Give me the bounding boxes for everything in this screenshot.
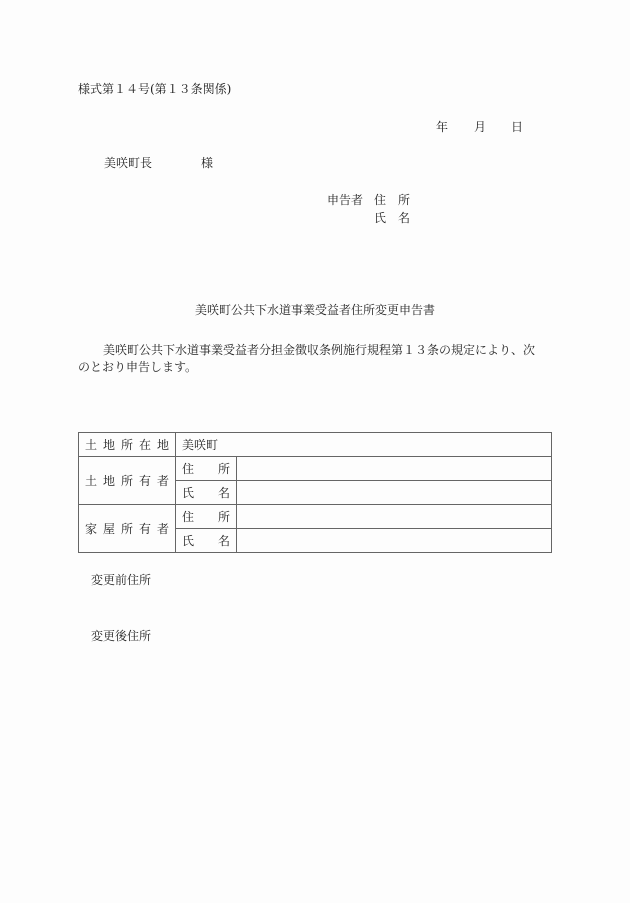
land-owner-name-label: 氏名 — [176, 481, 237, 505]
house-owner-name-label: 氏名 — [176, 529, 237, 553]
applicant-label: 申告者 — [327, 193, 364, 207]
date-month-label: 月 — [474, 120, 487, 134]
body-text-line2: のとおり申告します。 — [78, 360, 198, 374]
house-owner-address-label: 住所 — [176, 505, 237, 529]
address-before-label: 変更前住所 — [91, 573, 152, 587]
owner-info-table — [78, 432, 552, 553]
table-row-land-location — [79, 433, 552, 457]
date-year-label: 年 — [436, 120, 449, 134]
body-text-line1: 美咲町公共下水道事業受益者分担金徴収条例施行規程第１３条の規定により、次 — [103, 343, 536, 357]
form-number: 様式第１４号(第１３条関係) — [78, 82, 232, 96]
house-owner-label: 家屋所有者 — [79, 505, 176, 553]
applicant-name-label: 氏 名 — [374, 211, 411, 225]
land-location-label: 土地所在地 — [79, 433, 176, 457]
house-owner-name-field[interactable] — [237, 529, 552, 553]
table-row-land-owner-address — [79, 457, 552, 481]
applicant-address-label: 住 所 — [374, 193, 411, 207]
land-owner-address-label: 住所 — [176, 457, 237, 481]
land-owner-name-field[interactable] — [237, 481, 552, 505]
address-after-label: 変更後住所 — [91, 629, 152, 643]
house-owner-address-field[interactable] — [237, 505, 552, 529]
addressee-name: 美咲町長 — [104, 156, 153, 170]
document-title: 美咲町公共下水道事業受益者住所変更申告書 — [194, 303, 435, 317]
date-day-label: 日 — [511, 120, 524, 134]
land-location-value[interactable]: 美咲町 — [176, 433, 552, 457]
land-owner-label: 土地所有者 — [79, 457, 176, 505]
addressee-honorific: 様 — [201, 156, 214, 170]
table-row-house-owner-address — [79, 505, 552, 529]
land-owner-address-field[interactable] — [237, 457, 552, 481]
